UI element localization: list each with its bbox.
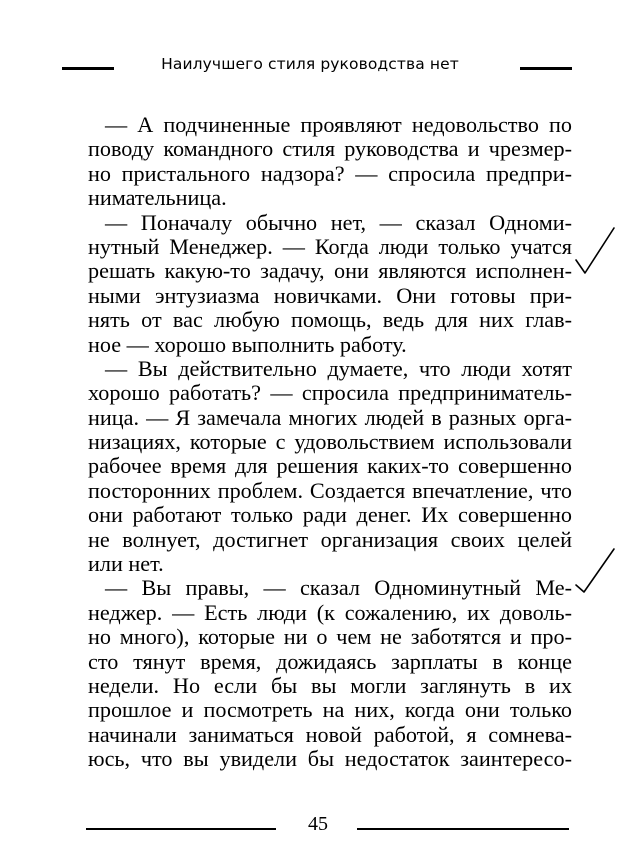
margin-check-mark bbox=[574, 545, 618, 597]
text-line: но пристального надзора? — спросила предпри- bbox=[88, 161, 572, 186]
text-line: недели. Но если бы вы могли заглянуть в их bbox=[88, 673, 572, 698]
text-line: не волнует, достигнет организация своих целей bbox=[88, 527, 572, 552]
text-line: нутный Менеджер. — Когда люди только учатся bbox=[88, 234, 572, 259]
text-line: начинали заниматься новой работой, я сомнева- bbox=[88, 722, 572, 747]
margin-check-mark bbox=[574, 225, 618, 277]
header-rule-right bbox=[520, 67, 572, 70]
footer-rule-right bbox=[357, 828, 569, 830]
text-line: сто тянут время, дожидаясь зарплаты в конце bbox=[88, 649, 572, 674]
page-number: 45 bbox=[308, 813, 328, 835]
text-line: но много), которые ни о чем не заботятся и про- bbox=[88, 625, 572, 650]
text-line: рабочее время для решения каких-то совершенно bbox=[88, 454, 572, 479]
page-footer bbox=[0, 808, 620, 858]
text-line: они работают только ради денег. Их совершенно bbox=[88, 503, 572, 528]
text-line: прошлое и посмотреть на них, когда они только bbox=[88, 698, 572, 723]
text-line: нимательница. bbox=[88, 186, 227, 211]
running-header bbox=[0, 52, 620, 78]
text-line: или нет. bbox=[88, 552, 164, 577]
footer-rule-left bbox=[86, 828, 276, 830]
body-text bbox=[88, 113, 572, 772]
text-line: — Поначалу обычно нет, — сказал Одноми- bbox=[105, 210, 572, 235]
text-line: хорошо работать? — спросила предприниматель- bbox=[88, 381, 572, 406]
running-header-title: Наилучшего стиля руководства нет bbox=[161, 55, 459, 73]
text-line: посторонних проблем. Создается впечатление, что bbox=[88, 478, 572, 503]
text-line: неджер. — Есть люди (к сожалению, их доволь- bbox=[88, 600, 572, 625]
header-rule-left bbox=[62, 67, 114, 70]
text-line: ными энтузиазма новичками. Они готовы при- bbox=[88, 283, 572, 308]
text-line: — А подчиненные проявляют недовольство по bbox=[105, 113, 572, 137]
text-line: — Вы правы, — сказал Одноминутный Ме- bbox=[105, 576, 572, 601]
text-line: — Вы действительно думаете, что люди хотят bbox=[105, 356, 572, 381]
text-line: поводу командного стиля руководства и чрезмер- bbox=[88, 137, 572, 162]
text-line: низациях, которые с удовольствием использовали bbox=[88, 430, 572, 455]
text-line: ница. — Я замечала многих людей в разных орга- bbox=[88, 405, 572, 430]
text-line: юсь, что вы увидели бы недостаток заинтересо- bbox=[88, 747, 572, 772]
text-line: ное — хорошо выполнить работу. bbox=[88, 332, 407, 357]
text-line: нять от вас любую помощь, ведь для них глав- bbox=[88, 308, 572, 333]
text-line: решать какую-то задачу, они являются исполнен- bbox=[88, 259, 572, 284]
